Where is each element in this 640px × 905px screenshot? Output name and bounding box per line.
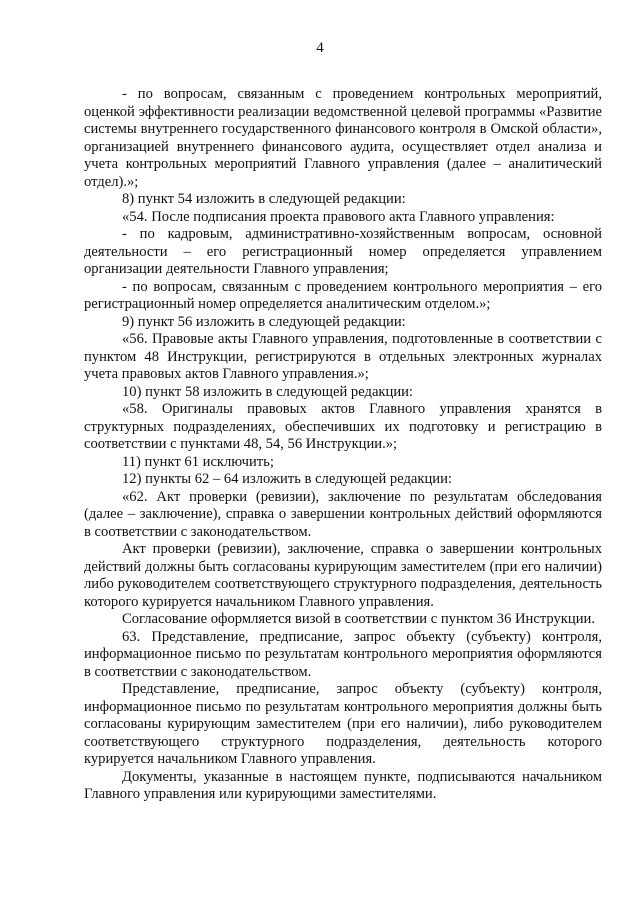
paragraph: Документы, указанные в настоящем пункте, подписываются начальником Главного управления или курирующими заместителями. — [84, 768, 602, 802]
paragraph: 10) пункт 58 изложить в следующей редакции: — [122, 383, 413, 400]
paragraph: Представление, предписание, запрос объекту (субъекту) контроля, информационное письмо по результатам контрольного мероприятия должны быть согласованы курирующим заместителем (при его наличии), либо руководителем соответствующего структурного подразделения, деятельность которого курируется начальником Главного управления. — [84, 681, 602, 767]
document-body — [84, 86, 602, 804]
paragraph: 12) пункты 62 – 64 изложить в следующей редакции: — [122, 471, 452, 487]
paragraph: 9) пункт 56 изложить в следующей редакции: — [122, 313, 406, 330]
paragraph: - по кадровым, административно-хозяйственным вопросам, основной деятельности – его регистрационный номер определяется управлением организации деятельности Главного управления; — [84, 226, 602, 277]
paragraph: Акт проверки (ревизии), заключение, справка о завершении контрольных действий должны быть согласованы курирующим заместителем (при его наличии) либо руководителем соответствующего структурного подразделения, деятельность которого курируется начальником Главного управления. — [84, 541, 602, 610]
paragraph: «56. Правовые акты Главного управления, подготовленные в соответствии с пунктом 48 Инструкции, регистрируются в отдельных электронных журналах учета правовых актов Главного управления.»; — [84, 331, 602, 382]
paragraph: 8) пункт 54 изложить в следующей редакции: — [122, 191, 406, 207]
page-number: 4 — [316, 40, 324, 56]
paragraph: «54. После подписания проекта правового акта Главного управления: — [122, 208, 555, 225]
paragraph: Согласование оформляется визой в соответствии с пунктом 36 Инструкции. — [122, 611, 595, 627]
paragraph: - по вопросам, связанным с проведением контрольных мероприятий, оценкой эффективности реализации ведомственной целевой программы «Развитие системы внутреннего государственного финансового контроля в Омской области», организацией внутреннего финансового аудита, осуществляет отдел анализа и учета контрольных мероприятий Главного управления (далее – аналитический отдел).»; — [84, 86, 602, 190]
paragraph: 63. Представление, предписание, запрос объекту (субъекту) контроля, информационное письмо по результатам контрольного мероприятия оформляются в соответствии с законодательством. — [84, 628, 602, 680]
paragraph: - по вопросам, связанным с проведением контрольного мероприятия – его регистрационный номер определяется аналитическим отделом.»; — [84, 278, 602, 312]
paragraph: «62. Акт проверки (ревизии), заключение по результатам обследования (далее – заключение), справка о завершении контрольных действий оформляются в соответствии с законодательством. — [84, 488, 602, 540]
paragraph: «58. Оригиналы правовых актов Главного управления хранятся в структурных подразделениях, обеспечивших их подготовку и регистрацию в соответствии с пунктами 48, 54, 56 Инструкции.»; — [84, 401, 602, 452]
paragraph: 11) пункт 61 исключить; — [122, 453, 274, 470]
